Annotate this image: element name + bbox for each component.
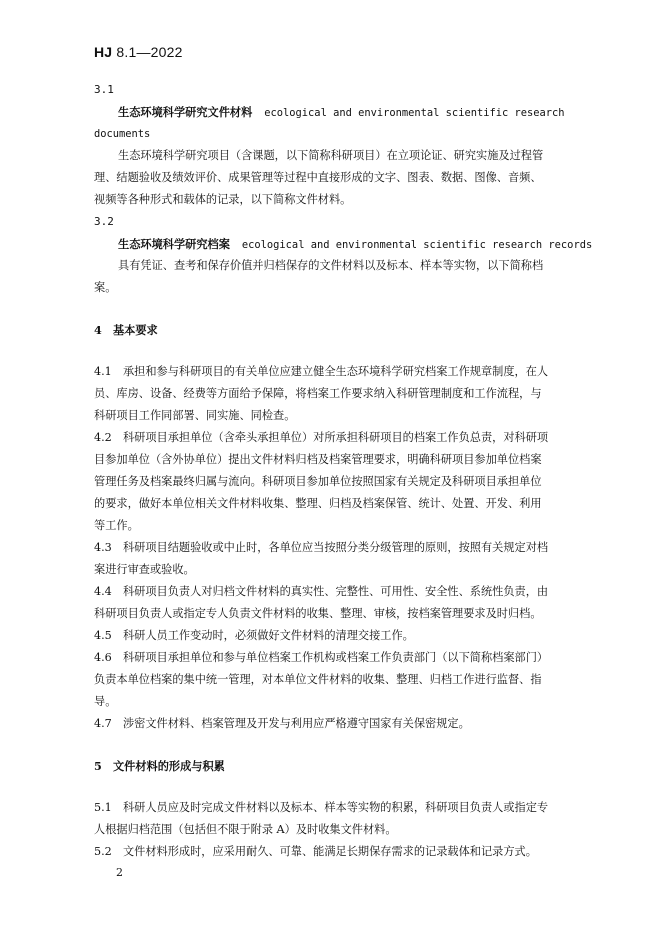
paragraph-line: 4.1 承担和参与科研项目的有关单位应建立健全生态环境科学研究档案工作规章制度，在人 — [94, 365, 549, 378]
paragraph-line: 4.2 科研项目承担单位（含牵头承担单位）对所承担科研项目的档案工作负总责，对科研项 — [94, 431, 549, 444]
paragraph-line: 科研项目工作同部署、同实施、同检查。 — [94, 409, 296, 422]
definition-line: 案。 — [94, 281, 117, 294]
paragraph-line: 的要求，做好本单位相关文件材料收集、整理、归档及档案保管、统计、处置、开发、利用 — [94, 497, 542, 510]
term-number: 3.2 — [94, 215, 114, 228]
paragraph-line: 导。 — [94, 695, 117, 708]
term-number: 3.1 — [94, 83, 114, 96]
term-english: ecological and environmental scientific research records — [241, 239, 593, 251]
section-heading: 4 基本要求 — [94, 323, 158, 337]
definition-line: 视频等各种形式和载体的记录，以下简称文件材料。 — [94, 193, 352, 206]
page-number: 2 — [116, 866, 123, 879]
paragraph-line: 4.3 科研项目结题验收或中止时，各单位应当按照分类分级管理的原则，按照有关规定对档 — [94, 541, 549, 554]
term-chinese: 生态环境科学研究文件材料 — [118, 105, 253, 119]
section-heading: 5 文件材料的形成与积累 — [94, 759, 225, 773]
paragraph-line: 4.4 科研项目负责人对归档文件材料的真实性、完整性、可用性、安全性、系统性负责，由 — [94, 585, 549, 598]
paragraph-line: 目参加单位（含外协单位）提出文件材料归档及档案管理要求，明确科研项目参加单位档案 — [94, 453, 542, 466]
paragraph-line: 5.1 科研人员应及时完成文件材料以及标本、样本等实物的积累，科研项目负责人或指定专 — [94, 801, 549, 814]
paragraph-line: 科研项目负责人或指定专人负责文件材料的收集、整理、审核，按档案管理要求及时归档。 — [94, 607, 542, 620]
standard-identifier — [94, 44, 183, 60]
term-title — [118, 234, 592, 255]
paragraph-line: 4.6 科研项目承担单位和参与单位档案工作机构或档案工作负责部门（以下简称档案部门） — [94, 651, 549, 664]
standard-prefix: HJ — [94, 44, 113, 60]
definition-line: 理、结题验收及绩效评价、成果管理等过程中直接形成的文字、图表、数据、图像、音频、 — [94, 171, 542, 184]
term-chinese: 生态环境科学研究档案 — [118, 237, 230, 251]
definition-line: 生态环境科学研究项目（含课题，以下简称科研项目）在立项论证、研究实施及过程管 — [118, 149, 544, 162]
paragraph-line: 4.7 涉密文件材料、档案管理及开发与利用应严格遵守国家有关保密规定。 — [94, 717, 470, 730]
paragraph-line: 等工作。 — [94, 519, 139, 532]
standard-number: 8.1—2022 — [116, 44, 183, 60]
paragraph-line: 管理任务及档案最终归属与流向。科研项目参加单位按照国家有关规定及科研项目承担单位 — [94, 475, 542, 488]
paragraph-line: 员、库房、设备、经费等方面给予保障，将档案工作要求纳入科研管理制度和工作流程，与 — [94, 387, 542, 400]
paragraph-line: 案进行审查或验收。 — [94, 563, 195, 576]
term-english-continued: documents — [94, 128, 151, 140]
paragraph-line: 5.2 文件材料形成时，应采用耐久、可靠、能满足长期保存需求的记录载体和记录方式。 — [94, 845, 537, 858]
paragraph-line: 4.5 科研人员工作变动时，必须做好文件材料的清理交接工作。 — [94, 629, 414, 642]
paragraph-line: 负责本单位档案的集中统一管理，对本单位文件材料的收集、整理、归档工作进行监督、指 — [94, 673, 542, 686]
definition-line: 具有凭证、查考和保存价值并归档保存的文件材料以及标本、样本等实物，以下简称档 — [118, 259, 544, 272]
term-english: ecological and environmental scientific research — [264, 107, 565, 119]
paragraph-line: 人根据归档范围（包括但不限于附录 A）及时收集文件材料。 — [94, 823, 397, 836]
term-title — [118, 102, 565, 123]
